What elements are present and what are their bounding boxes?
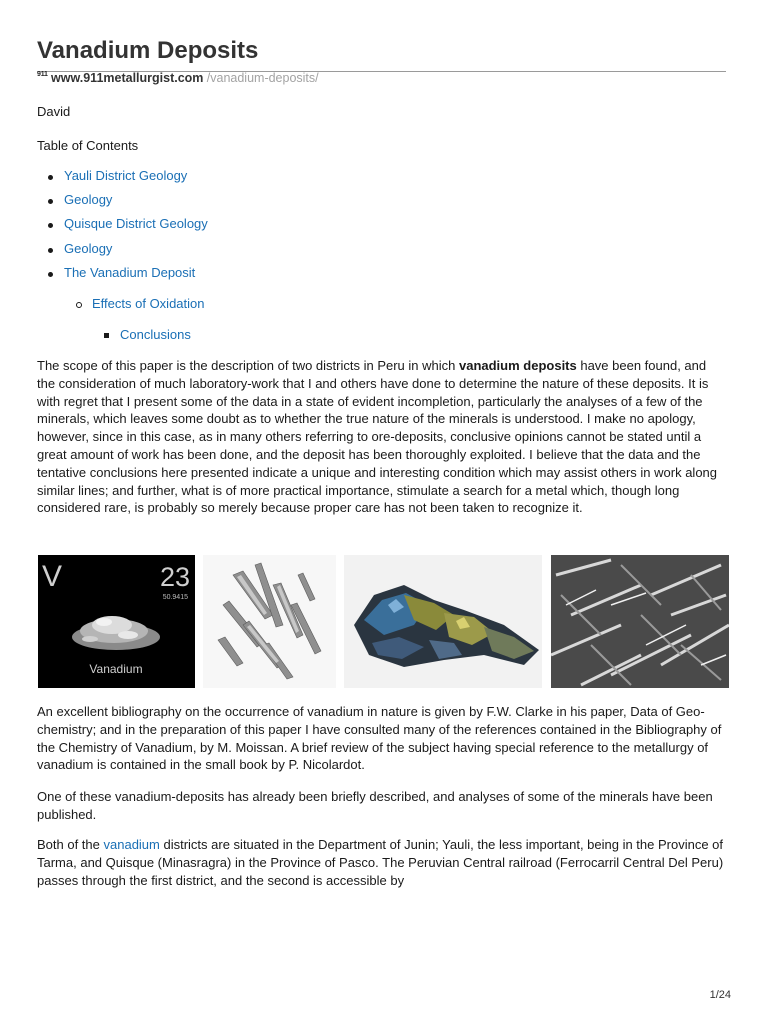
page-title: Vanadium Deposits (37, 37, 259, 64)
page-number: 1/24 (709, 989, 731, 1001)
toc-link-conclusions[interactable]: Conclusions (120, 327, 191, 342)
toc-link-geology-1[interactable]: Geology (64, 192, 113, 207)
iridescent-crystal-graphic (344, 555, 542, 688)
vanadium-crystal-shards-photo (203, 555, 336, 688)
toc-link-yauli-district-geology[interactable]: Yauli District Geology (64, 168, 188, 183)
bullet-square (104, 333, 109, 338)
bibliography-paragraph: An excellent bibliography on the occurrence of vanadium in nature is given by F.W. Clarke in his paper, Data of Geo-chemistry; and in the preparation of this paper I have consulted many of the references contained in the Bibliography of the Chemistry of Vanadium, by M. Moissan. A brief review of the subject having special reference to the metallurgy of vanadium is contained in the small book by P. Nicolardot. (37, 704, 722, 773)
bullet-disc (48, 248, 53, 253)
element-symbol: V (42, 560, 63, 593)
toc-link-effects-of-oxidation[interactable]: Effects of Oxidation (92, 296, 205, 311)
intro-paragraph: The scope of this paper is the description of two districts in Peru in which vanadium deposits have been found, and the consideration of much laboratory-work that I and others have done to determine the nature of these deposits. It is with regret that I present some of the data in a state of evident incompletion, particularly the analyses of a few of the minerals, which leaves some doubt as to whether the true nature of the minerals is understood. I make no apology, however, since in this case, as in many others referring to ore-deposits, conclusive opinions cannot be stated until a great amount of work has been done, and the deposit has been thoroughly exploited. I believe that the data and the tentative conclusions here presented indicate a unique and interesting condition which may assist others in work along similar lines; and further, what is of more practical importance, stimulate a search for a metal which, though long considered rare, is probably so merely because proper care has not been taken to recognize it. (37, 358, 718, 516)
bullet-disc (48, 272, 53, 277)
toc-link-quisque-district-geology[interactable]: Quisque District Geology (64, 216, 208, 231)
vanadium-crystal-texture-photo (551, 555, 729, 688)
toc-link-vanadium-deposit[interactable]: The Vanadium Deposit (64, 265, 196, 280)
crystal-pile-icon (72, 616, 160, 650)
vanadium-link[interactable]: vanadium (103, 837, 160, 852)
toc-link-geology-2[interactable]: Geology (64, 241, 113, 256)
source-path[interactable]: /vanadium-deposits/ (206, 71, 319, 85)
crystal-texture-graphic (551, 555, 729, 688)
source-line (37, 71, 319, 85)
vanadium-element-tile (38, 555, 195, 688)
bullet-disc (48, 223, 53, 228)
bullet-circle (76, 302, 82, 308)
vanadium-iridescent-crystal-photo (344, 555, 542, 688)
source-domain[interactable]: www.911metallurgist.com (51, 71, 204, 85)
element-name: Vanadium (89, 662, 143, 676)
bold-vanadium-deposits: vanadium deposits (458, 358, 577, 373)
element-number: 23 (159, 562, 190, 592)
bullet-disc (48, 175, 53, 180)
bullet-disc (48, 199, 53, 204)
author: David (37, 104, 71, 119)
site-logo: 911 (37, 71, 48, 78)
vanadium-element-graphic (38, 555, 195, 688)
toc-heading: Table of Contents (37, 138, 139, 153)
element-mass: 50.9415 (162, 594, 188, 601)
described-paragraph: One of these vanadium-deposits has already been briefly described, and analyses of some of the minerals have been published. (37, 789, 713, 822)
districts-paragraph: Both of the vanadium districts are situated in the Department of Junin; Yauli, the less important, being in the Province of Tarma, and Quisque (Minasragra) in the Province of Pasco. The Peruvian Central railroad (Ferrocarril Central Del Peru) passes through the first district, and the second is accessible by (37, 837, 724, 888)
crystal-shards-graphic (203, 555, 336, 688)
